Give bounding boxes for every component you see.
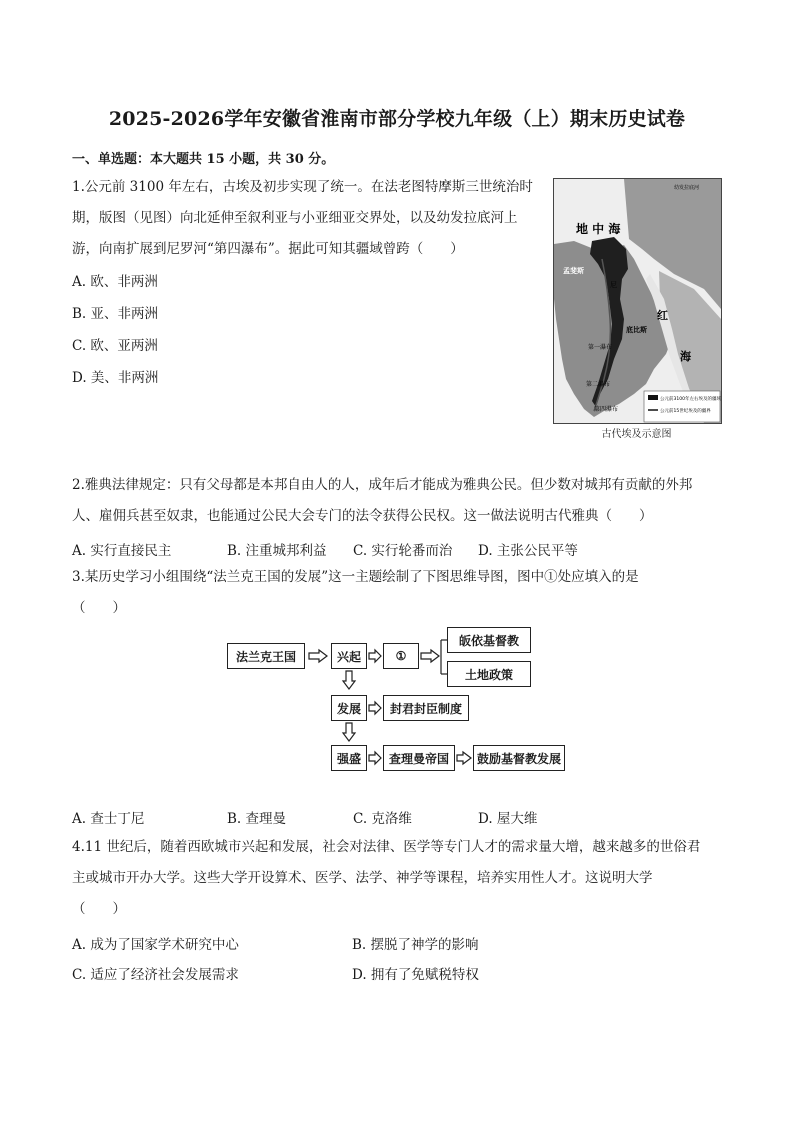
q3-option-b[interactable]: B. 查理曼 bbox=[227, 811, 287, 827]
mm-node-feudal-system: 封君封臣制度 bbox=[383, 695, 469, 721]
q2-option-a[interactable]: A. 实行直接民主 bbox=[72, 543, 172, 559]
map-legend-2: 公元前15世纪埃及的疆界 bbox=[660, 409, 711, 414]
map-label-cataract-4: 第四瀑布 bbox=[594, 406, 619, 413]
q1-option-a[interactable]: A. 欧、非两洲 bbox=[72, 274, 158, 290]
q2-option-b[interactable]: B. 注重城邦利益 bbox=[227, 543, 327, 559]
question-3-stem bbox=[72, 562, 639, 624]
q4-option-c[interactable]: C. 适应了经济社会发展需求 bbox=[72, 967, 239, 983]
egypt-map bbox=[553, 178, 722, 424]
q1-option-d[interactable]: D. 美、非两洲 bbox=[72, 370, 159, 386]
question-4-line: 主或城市开办大学。这些大学开设算术、医学、法学、神学等课程，培养实用性人才。这说明大学 bbox=[72, 870, 653, 886]
question-1-line: 期，版图（见图）向北延伸至叙利亚与小亚细亚交界处，以及幼发拉底河上 bbox=[72, 210, 518, 226]
question-4-stem bbox=[72, 832, 700, 925]
mm-node-frankish-kingdom: 法兰克王国 bbox=[227, 643, 305, 669]
q4-option-d[interactable]: D. 拥有了免赋税特权 bbox=[352, 967, 479, 983]
question-1-line: 1.公元前 3100 年左右，古埃及初步实现了统一。在法老图特摩斯三世统治时 bbox=[72, 179, 533, 195]
q1-option-c[interactable]: C. 欧、亚两洲 bbox=[72, 338, 158, 354]
q4-option-b[interactable]: B. 摆脱了神学的影响 bbox=[352, 937, 479, 953]
question-2-stem bbox=[72, 470, 692, 532]
mm-node-rise: 兴起 bbox=[331, 643, 367, 669]
mm-node-development: 发展 bbox=[331, 695, 367, 721]
section-heading: 一、单选题：本大题共 15 小题，共 30 分。 bbox=[72, 152, 335, 167]
question-2-line: 2.雅典法律规定：只有父母都是本邦自由人的人，成年后才能成为雅典公民。但少数对城邦有贡献的外邦 bbox=[72, 477, 693, 493]
mm-node-blank-1: ① bbox=[383, 643, 419, 669]
map-label-nile: 尼 bbox=[610, 281, 617, 289]
map-label-red-sea-1: 红 bbox=[657, 309, 668, 322]
mm-node-land-policy: 土地政策 bbox=[447, 661, 531, 687]
q4-option-a[interactable]: A. 成为了国家学术研究中心 bbox=[72, 937, 239, 953]
question-1-stem bbox=[72, 172, 533, 265]
q3-option-d[interactable]: D. 屋大维 bbox=[478, 811, 538, 827]
mm-node-prosperity: 强盛 bbox=[331, 745, 367, 771]
map-label-memphis: 孟斐斯 bbox=[563, 267, 584, 275]
mind-map-arrows bbox=[227, 625, 572, 780]
map-label-red-sea-2: 海 bbox=[680, 350, 691, 363]
map-legend-1: 公元前3100年左右埃及的疆域 bbox=[660, 397, 721, 402]
q2-option-c[interactable]: C. 实行轮番而治 bbox=[353, 543, 453, 559]
question-4-line: （ ） bbox=[72, 901, 126, 917]
mm-node-charlemagne-empire: 查理曼帝国 bbox=[383, 745, 455, 771]
question-4-line: 4.11 世纪后，随着西欧城市兴起和发展，社会对法律、医学等专门人才的需求量大增，越来越多的世俗君 bbox=[72, 839, 701, 855]
map-label-cataract-2: 第二瀑布 bbox=[586, 381, 611, 388]
mind-map bbox=[227, 625, 572, 780]
map-label-euphrates: 幼发拉底河 bbox=[674, 185, 700, 191]
q3-option-a[interactable]: A. 查士丁尼 bbox=[72, 811, 145, 827]
map-caption: 古代埃及示意图 bbox=[601, 429, 672, 440]
map-label-cataract-1: 第一瀑布 bbox=[588, 344, 613, 351]
q3-option-c[interactable]: C. 克洛维 bbox=[353, 811, 412, 827]
page-title: 2025-2026学年安徽省淮南市部分学校九年级（上）期末历史试卷 bbox=[108, 108, 686, 130]
q1-option-b[interactable]: B. 亚、非两洲 bbox=[72, 306, 159, 322]
mm-node-convert-christianity: 皈依基督教 bbox=[447, 627, 531, 653]
question-1-line: 游，向南扩展到尼罗河“第四瀑布”。据此可知其疆域曾跨（ ） bbox=[72, 241, 464, 257]
question-3-line: （ ） bbox=[72, 600, 126, 616]
question-2-line: 人、雇佣兵甚至奴隶，也能通过公民大会专门的法令获得公民权。这一做法说明古代雅典（ ） bbox=[72, 508, 653, 524]
mm-node-encourage-christianity: 鼓励基督教发展 bbox=[473, 745, 565, 771]
question-3-line: 3.某历史学习小组围绕“法兰克王国的发展”这一主题绘制了下图思维导图，图中①处应填入的是 bbox=[72, 569, 639, 585]
map-label-mediterranean: 地 中 海 bbox=[576, 222, 621, 236]
map-label-thebes: 底比斯 bbox=[626, 326, 647, 334]
q2-option-d[interactable]: D. 主张公民平等 bbox=[478, 543, 578, 559]
